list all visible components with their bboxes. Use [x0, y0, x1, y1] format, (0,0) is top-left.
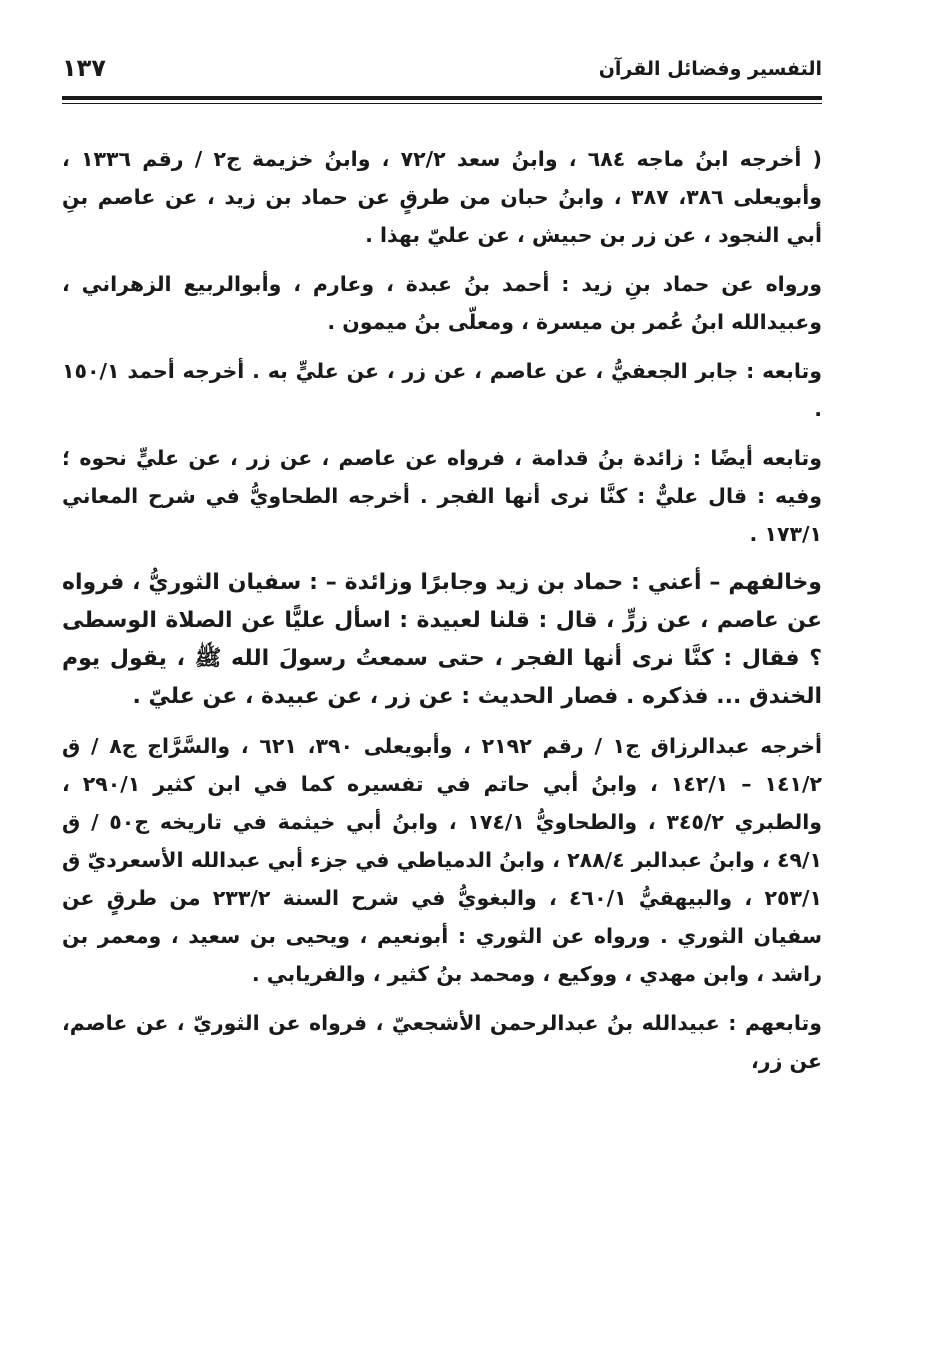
header-rule-thin — [62, 103, 822, 104]
paragraph-mutabaa-zaida: وتابعه أيضًا : زائدة بنُ قدامة ، فرواه عن عاصم ، عن زر ، عن عليٍّ نحوه ؛ وفيه : قال عليٌّ : كنَّا نرى أنها الفجر . أخرجه الطحاويُّ في شرح المعاني ١٧٣/١ . — [62, 446, 822, 546]
header-rule-thick — [62, 96, 822, 100]
paragraph-mutabaa-jabir: وتابعه : جابر الجعفيُّ ، عن عاصم ، عن زر ، عن عليٍّ به . أخرجه أحمد ١٥٠/١ . — [62, 359, 822, 421]
paragraph-mukhalafa-thawri: وخالفهم – أعني : حماد بن زيد وجابرًا وزائدة – : سفيان الثوريُّ ، فرواه عن عاصم ، عن زرٍّ ، قال : قلنا لعبيدة : اسأل عليًّا عن الصلاة الوسطى ؟ فقال : كنَّا نرى أنها الفجر ، حتى سمعتُ رسولَ الله ﷺ ، يقول يوم الخندق ... فذكره . فصار الحديث : عن زر ، عن عبيدة ، عن عليّ . — [62, 570, 822, 709]
paragraph-narrators-hammad: ورواه عن حماد بنِ زيد : أحمد بنُ عبدة ، وعارم ، وأبوالربيع الزهراني ، وعبيدالله ابنُ عُمر بن ميسرة ، ومعلّى بنُ ميمون . — [62, 272, 822, 334]
paragraph-takhrij-1: ( أخرجه ابنُ ماجه ٦٨٤ ، وابنُ سعد ٧٢/٢ ، وابنُ خزيمة ج٢ / رقم ١٣٣٦ ، وأبويعلى ٣٨٦، ٣٨٧ ، وابنُ حبان من طرقٍ عن حماد بن زيد ، عن عاصم بنِ أبي النجود ، عن زر بن حبيش ، عن عليّ بهذا . — [62, 147, 822, 247]
paragraph-mutabaa-ashjai: وتابعهم : عبيدالله بنُ عبدالرحمن الأشجعيّ ، فرواه عن الثوريّ ، عن عاصم، عن زر، — [62, 1011, 822, 1073]
body-text — [62, 140, 822, 1091]
paragraph-takhrij-2: أخرجه عبدالرزاق ج١ / رقم ٢١٩٢ ، وأبويعلى ٣٩٠، ٦٢١ ، والسَّرَّاج ج٨ / ق ١٤١/٢ – ١٤٢/١ ، وابنُ أبي حاتم في تفسيره كما في ابن كثير ٢٩٠/١ ، والطبري ٣٤٥/٢ ، والطحاويُّ ١٧٤/١ ، وابنُ أبي خيثمة في تاريخه ج٥٠ / ق ٤٩/١ ، وابنُ عبدالبر ٢٨٨/٤ ، وابنُ الدمياطي في جزء أبي عبدالله الأسعرديّ ق ٢٥٣/١ ، والبيهقيُّ ٤٦٠/١ ، والبغويُّ في شرح السنة ٢٣٣/٢ من طرقٍ عن سفيان الثوري . ورواه عن الثوري : أبونعيم ، ويحيى بن سعيد ، ومعمر بن راشد ، وابن مهدي ، ووكيع ، ومحمد بنُ كثير ، والفريابي . — [62, 734, 823, 986]
page-number: ١٣٧ — [62, 54, 106, 82]
running-title: التفسير وفضائل القرآن — [598, 58, 822, 80]
page-header — [62, 52, 822, 96]
